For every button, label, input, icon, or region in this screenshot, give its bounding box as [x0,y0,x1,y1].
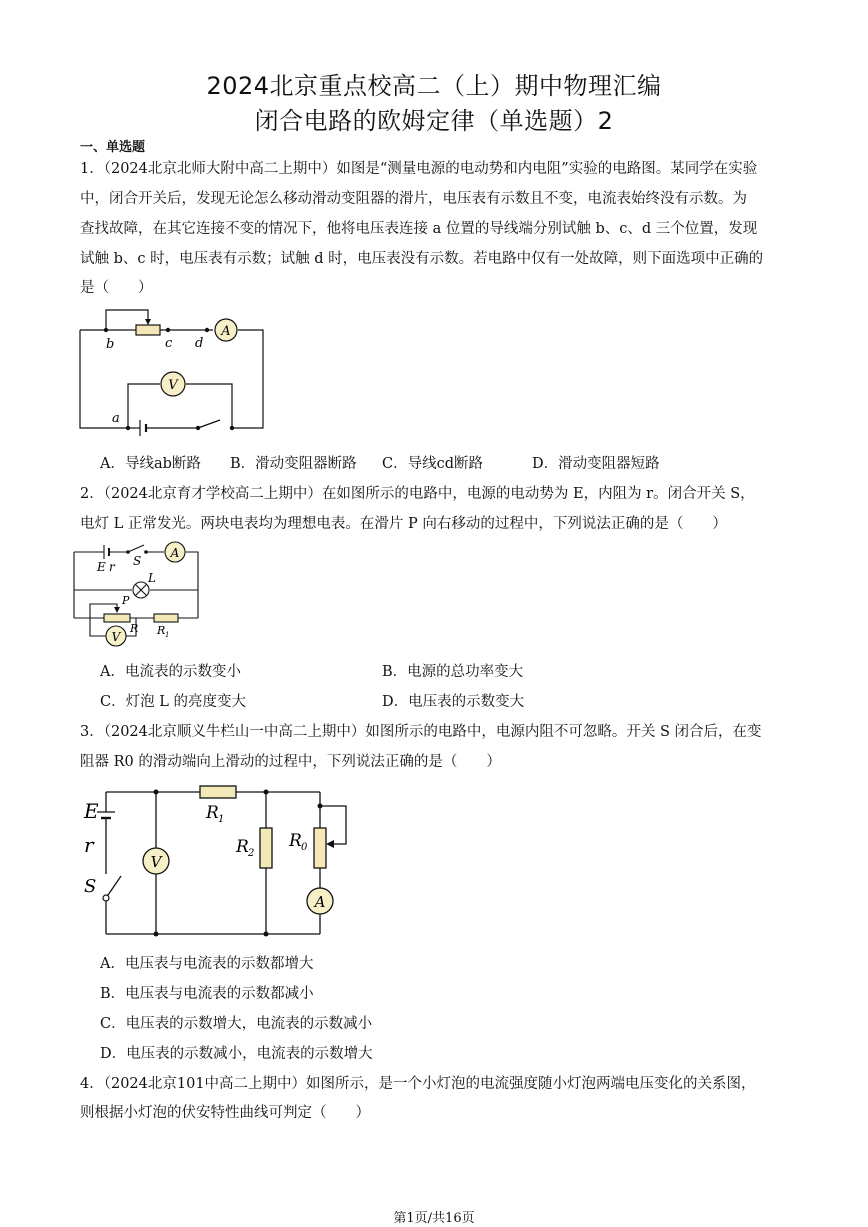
q2-option-a[interactable]: A．电流表的示数变小 [100,664,241,680]
q1-label-c: c [165,336,173,351]
q2-voltmeter-label: V [111,630,121,644]
q1-label-a: a [112,411,120,426]
q2-ammeter-label: A [170,546,180,560]
q2-label-p: P [122,594,130,607]
q3-label-r0-sub: 0 [301,842,308,853]
q3-option-c[interactable]: C．电压表的示数增大，电流表的示数减小 [100,1016,373,1032]
q2-label-r1: R [157,624,166,637]
q3-circuit-diagram [76,780,366,940]
q2-label-r1-sub: 1 [165,631,170,639]
q3-label-s: S [84,876,97,897]
q2-label-s: S [133,554,142,568]
q1-line-2: 中，闭合开关后，发现无论怎么移动滑动变阻器的滑片，电压表有示数且不变，电流表始终没有示数。为 [80,191,747,207]
q1-option-b[interactable]: B．滑动变阻器断路 [230,456,357,472]
q2-line-2: 电灯 L 正常发光。两块电表均为理想电表。在滑片 P 向右移动的过程中，下列说法正确的是（ ） [80,516,727,532]
q3-option-d[interactable]: D．电压表的示数减小，电流表的示数增大 [100,1046,373,1062]
q1-option-d[interactable]: D．滑动变阻器短路 [532,456,660,472]
section-heading: 一、单选题 [80,140,146,155]
q1-option-a[interactable]: A．导线ab断路 [100,456,201,472]
q1-voltmeter-label: V [168,378,178,393]
q3-label-e: E [84,799,99,823]
q3-voltmeter-label: V [150,853,162,871]
q2-option-d[interactable]: D．电压表的示数变大 [382,694,525,710]
page-subtitle: 闭合电路的欧姆定律（单选题）2 [254,107,614,135]
q3-label-r2: R [236,837,249,857]
q2-label-r: r [109,560,115,574]
q2-label-l: L [148,571,156,585]
q3-ammeter-label: A [314,893,326,911]
q4-line-1: 4．（2024北京101中高二上期中）如图所示，是一个小灯泡的电流强度随小灯泡两端电压变化的关系图， [80,1076,756,1092]
q3-label-r0: R [289,831,302,851]
q2-option-c[interactable]: C．灯泡 L 的亮度变大 [100,694,246,710]
q4-line-2: 则根据小灯泡的伏安特性曲线可判定（ ） [80,1105,370,1121]
q3-label-r: r [84,833,94,857]
q2-label-r-rheostat: R [130,622,139,635]
q3-label-r1: R [206,803,219,823]
q3-option-b[interactable]: B．电压表与电流表的示数都减小 [100,986,314,1002]
q3-line-2: 阻器 R0 的滑动端向上滑动的过程中，下列说法正确的是（ ） [80,754,501,770]
q1-circuit-diagram [70,300,280,440]
q1-label-b: b [106,337,115,352]
q2-option-b[interactable]: B．电源的总功率变大 [382,664,524,680]
q1-line-3: 查找故障，在其它连接不变的情况下，他将电压表连接 a 位置的导线端分别试触 b、c、d 三个位置，发现 [80,221,758,237]
q1-label-d: d [195,336,204,351]
page-title: 2024北京重点校高二（上）期中物理汇编 [206,72,662,100]
q3-line-1: 3．（2024北京顺义牛栏山一中高二上期中）如图所示的电路中，电源内阻不可忽略。开关 S 闭合后，在变 [80,724,762,740]
q1-ammeter-label: A [221,324,231,339]
q2-label-e: E [97,560,106,574]
q1-line-1: 1．（2024北京北师大附中高二上期中）如图是“测量电源的电动势和内电阻”实验的电路图。某同学在实验 [80,161,758,177]
q2-circuit-diagram [70,538,210,653]
q1-line-5: 是（ ） [80,280,153,296]
q3-label-r1-sub: 1 [218,814,225,825]
q2-line-1: 2．（2024北京育才学校高二上期中）在如图所示的电路中，电源的电动势为 E，内阻为 r。闭合开关 S， [80,486,755,502]
q3-option-a[interactable]: A．电压表与电流表的示数都增大 [100,956,314,972]
q1-option-c[interactable]: C．导线cd断路 [382,456,483,472]
q1-line-4: 试触 b、c 时，电压表有示数；试触 d 时，电压表没有示数。若电路中仅有一处故障，则下面选项中正确的 [80,251,764,267]
page-footer: 第1页/共16页 [393,1211,475,1226]
q3-label-r2-sub: 2 [248,848,255,859]
